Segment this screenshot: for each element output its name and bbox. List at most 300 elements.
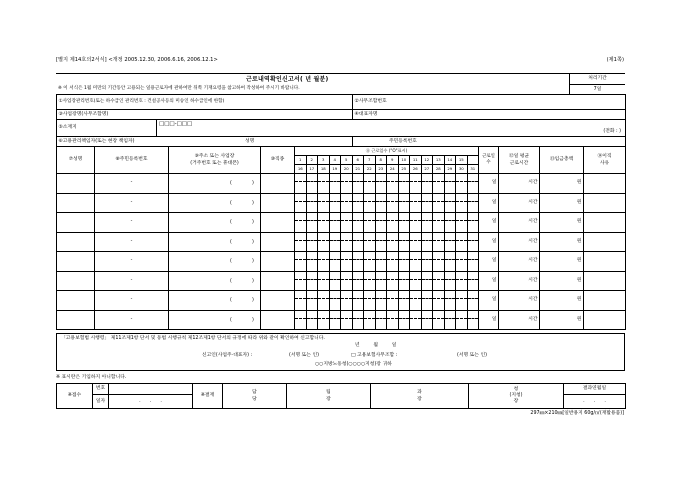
worker-day-cell[interactable] — [467, 193, 479, 213]
worker-reason[interactable] — [584, 213, 626, 233]
worker-name-cell[interactable] — [57, 310, 95, 330]
day-dotted-line — [387, 259, 398, 260]
day-header-row2: 18 — [318, 165, 330, 174]
worker-day-cell[interactable] — [295, 193, 307, 213]
worker-day-cell[interactable] — [398, 310, 410, 330]
receipt-date-value[interactable]: . . . — [109, 395, 193, 409]
declaration-block — [56, 333, 625, 371]
day-header-row2: 20 — [341, 165, 353, 174]
approval-staff[interactable] — [223, 384, 287, 409]
worker-address-cell[interactable] — [169, 271, 261, 291]
day-dotted-line — [341, 279, 352, 280]
day-dotted-line — [433, 259, 444, 260]
worker-day-cell[interactable] — [329, 310, 341, 330]
worker-day-cell[interactable] — [433, 232, 445, 252]
worker-day-cell[interactable] — [329, 271, 341, 291]
worker-days-total[interactable]: 일 — [479, 174, 499, 194]
day-header-row2: 22 — [364, 165, 376, 174]
day-dotted-line — [399, 220, 410, 221]
day-dotted-line — [307, 279, 318, 280]
worker-address-cell[interactable] — [169, 232, 261, 252]
worker-day-cell[interactable] — [375, 252, 387, 272]
day-dotted-line — [433, 220, 444, 221]
worker-job-cell[interactable] — [261, 271, 295, 291]
worker-reg-cell[interactable]: - — [95, 271, 169, 291]
worker-job-cell[interactable] — [261, 310, 295, 330]
day-dotted-line — [456, 201, 467, 202]
worker-day-cell[interactable] — [341, 271, 353, 291]
worker-reg-cell[interactable]: - — [95, 193, 169, 213]
worker-day-cell[interactable] — [364, 193, 376, 213]
worker-days-total[interactable]: 일 — [479, 213, 499, 233]
agent-label[interactable]: □ 고용보험사무조합 : — [351, 353, 398, 358]
worker-day-cell[interactable] — [295, 291, 307, 311]
day-dotted-line — [353, 220, 364, 221]
receipt-label: ※접수 — [57, 384, 93, 409]
worker-day-cell[interactable] — [306, 291, 318, 311]
day-dotted-line — [445, 279, 456, 280]
worker-day-cell[interactable] — [387, 232, 399, 252]
worker-day-cell[interactable] — [410, 252, 422, 272]
worker-row — [57, 193, 626, 213]
result-date-label: 결과연월일 — [564, 384, 626, 395]
worker-day-cell[interactable] — [398, 174, 410, 194]
phone-close-paren: ) — [252, 181, 254, 186]
day-dotted-line — [318, 201, 329, 202]
worker-hours[interactable]: 시간 — [499, 271, 540, 291]
worker-address-cell[interactable] — [169, 193, 261, 213]
worker-day-cell[interactable] — [375, 193, 387, 213]
worker-hours[interactable]: 시간 — [499, 310, 540, 330]
worker-day-cell[interactable] — [456, 174, 468, 194]
worker-day-cell[interactable] — [329, 193, 341, 213]
biz-no-cell[interactable] — [57, 95, 353, 110]
worker-hours[interactable]: 시간 — [499, 232, 540, 252]
day-dotted-line — [353, 259, 364, 260]
worker-day-cell[interactable] — [295, 174, 307, 194]
worker-day-cell[interactable] — [467, 271, 479, 291]
worker-job-cell[interactable] — [261, 193, 295, 213]
day-dotted-line — [445, 318, 456, 319]
worker-day-cell[interactable] — [387, 174, 399, 194]
worker-day-cell[interactable] — [444, 193, 456, 213]
worker-name-cell[interactable] — [57, 252, 95, 272]
worker-name-cell[interactable] — [57, 271, 95, 291]
day-header-row2: 24 — [387, 165, 399, 174]
worker-day-cell[interactable] — [467, 232, 479, 252]
worker-day-cell[interactable] — [421, 291, 433, 311]
worker-day-cell[interactable] — [456, 193, 468, 213]
worker-address-cell[interactable] — [169, 213, 261, 233]
worker-day-cell[interactable] — [306, 213, 318, 233]
agent-sign[interactable]: (서명 또는 인) — [457, 353, 487, 358]
worker-day-cell[interactable] — [421, 232, 433, 252]
worker-reason[interactable] — [584, 310, 626, 330]
worker-day-cell[interactable] — [444, 310, 456, 330]
processing-period — [569, 74, 625, 95]
day-dotted-line — [307, 220, 318, 221]
phone-close-paren: ) — [252, 239, 254, 245]
worker-job-cell[interactable] — [261, 291, 295, 311]
worker-day-cell[interactable] — [410, 310, 422, 330]
worker-day-cell[interactable] — [306, 252, 318, 272]
day-dotted-line — [468, 220, 479, 221]
phone-open-paren: ( — [230, 259, 232, 264]
day-dotted-line — [410, 181, 421, 182]
manager-name-label: 성명 — [245, 138, 255, 144]
approval-office-head[interactable] — [469, 384, 564, 409]
day-header-row2: 17 — [306, 165, 318, 174]
day-dotted-line — [399, 181, 410, 182]
worker-day-cell[interactable] — [398, 232, 410, 252]
worker-day-cell[interactable] — [410, 271, 422, 291]
day-dotted-line — [410, 298, 421, 299]
worker-reason[interactable] — [584, 252, 626, 272]
worker-day-cell[interactable] — [410, 193, 422, 213]
worker-hours[interactable]: 시간 — [499, 193, 540, 213]
day-dotted-line — [468, 201, 479, 202]
worker-day-cell[interactable] — [375, 271, 387, 291]
worker-address-cell[interactable] — [169, 252, 261, 272]
worker-day-cell[interactable] — [456, 252, 468, 272]
worker-day-cell[interactable] — [295, 213, 307, 233]
worker-wage[interactable]: 원 — [540, 232, 584, 252]
worker-wage[interactable]: 원 — [540, 271, 584, 291]
day-dotted-line — [364, 201, 375, 202]
worker-day-cell[interactable] — [410, 213, 422, 233]
worker-day-cell[interactable] — [341, 193, 353, 213]
worker-day-cell[interactable] — [387, 291, 399, 311]
worker-name-cell[interactable] — [57, 213, 95, 233]
worker-day-cell[interactable] — [364, 271, 376, 291]
worker-reg-cell[interactable]: - — [95, 252, 169, 272]
worker-day-cell[interactable] — [341, 291, 353, 311]
day-dotted-line — [318, 240, 329, 241]
day-dotted-line — [422, 259, 433, 260]
worker-day-cell[interactable] — [421, 174, 433, 194]
worker-day-cell[interactable] — [456, 310, 468, 330]
worker-day-cell[interactable] — [398, 193, 410, 213]
worker-reason[interactable] — [584, 232, 626, 252]
worker-day-cell[interactable] — [352, 271, 364, 291]
worker-day-cell[interactable] — [329, 232, 341, 252]
worker-hours[interactable]: 시간 — [499, 291, 540, 311]
worker-day-cell[interactable] — [318, 252, 330, 272]
worker-day-cell[interactable] — [421, 271, 433, 291]
worker-day-cell[interactable] — [375, 291, 387, 311]
worker-row — [57, 174, 626, 194]
form-title: 근로내역확인신고서( 년 월분) — [246, 76, 329, 83]
worker-day-cell[interactable] — [387, 193, 399, 213]
day-dotted-line — [399, 259, 410, 260]
worker-name-cell[interactable] — [57, 193, 95, 213]
manager-reg-cell[interactable] — [353, 137, 626, 147]
worker-day-cell[interactable] — [398, 271, 410, 291]
worker-day-cell[interactable] — [467, 213, 479, 233]
worker-day-cell[interactable] — [318, 310, 330, 330]
day-header-row1: 5 — [341, 156, 353, 165]
day-dotted-line — [341, 201, 352, 202]
worker-day-cell[interactable] — [467, 252, 479, 272]
day-dotted-line — [376, 318, 387, 319]
day-dotted-line — [330, 318, 341, 319]
worker-job-cell[interactable] — [261, 174, 295, 194]
worker-day-cell[interactable] — [306, 193, 318, 213]
manager-cell[interactable] — [57, 137, 353, 147]
worker-day-cell[interactable] — [444, 174, 456, 194]
form-notice: ※ 이 서식은 1월 미만의 기간동안 고용되는 일용근로자에 관하여만 뒤쪽 기재요령을 참고하여 작성하여 주시기 바랍니다. — [58, 86, 300, 91]
worker-days-total[interactable]: 일 — [479, 232, 499, 252]
day-header-row1: 8 — [375, 156, 387, 165]
day-dotted-line — [295, 220, 306, 221]
worker-day-cell[interactable] — [444, 232, 456, 252]
worker-day-cell[interactable] — [318, 193, 330, 213]
day-dotted-line — [445, 259, 456, 260]
worker-day-cell[interactable] — [398, 291, 410, 311]
worker-day-cell[interactable] — [364, 174, 376, 194]
worker-reason[interactable] — [584, 271, 626, 291]
day-dotted-line — [307, 201, 318, 202]
day-dotted-line — [399, 318, 410, 319]
worker-wage[interactable]: 원 — [540, 174, 584, 194]
day-dotted-line — [410, 201, 421, 202]
biz-name-cell[interactable] — [57, 110, 353, 120]
approval-label: ※결재 — [193, 384, 223, 409]
worker-day-cell[interactable] — [352, 213, 364, 233]
address-label: ⑤소재지 — [58, 125, 77, 131]
worker-day-cell[interactable] — [456, 291, 468, 311]
worker-day-cell[interactable] — [341, 232, 353, 252]
worker-day-cell[interactable] — [456, 213, 468, 233]
worker-day-cell[interactable] — [306, 174, 318, 194]
worker-day-cell[interactable] — [306, 310, 318, 330]
worker-day-cell[interactable] — [306, 271, 318, 291]
worker-day-cell[interactable] — [375, 310, 387, 330]
worker-day-cell[interactable] — [364, 310, 376, 330]
day-dotted-line — [410, 220, 421, 221]
day-dotted-line — [468, 318, 479, 319]
worker-day-cell[interactable] — [387, 252, 399, 272]
worker-day-cell[interactable] — [387, 213, 399, 233]
worker-reg-cell[interactable]: - — [95, 213, 169, 233]
worker-day-cell[interactable] — [295, 232, 307, 252]
worker-reg-cell[interactable]: - — [95, 232, 169, 252]
day-dotted-line — [456, 298, 467, 299]
day-dotted-line — [433, 240, 444, 241]
address-label-cell — [57, 120, 157, 137]
worker-day-cell[interactable] — [444, 252, 456, 272]
day-dotted-line — [376, 279, 387, 280]
worker-day-cell[interactable] — [364, 291, 376, 311]
worker-day-cell[interactable] — [433, 174, 445, 194]
worker-name-cell[interactable] — [57, 232, 95, 252]
rep-name-label: ④대표자명 — [354, 111, 378, 117]
worker-address-cell[interactable] — [169, 291, 261, 311]
day-dotted-line — [422, 240, 433, 241]
worker-day-cell[interactable] — [295, 271, 307, 291]
postal-code-boxes[interactable]: □□□-□□□ — [159, 121, 193, 127]
worker-reason[interactable] — [584, 193, 626, 213]
receipt-number-value[interactable] — [109, 384, 193, 395]
worker-day-cell[interactable] — [375, 213, 387, 233]
worker-day-cell[interactable] — [421, 310, 433, 330]
rep-name-cell[interactable] — [353, 110, 626, 120]
worker-day-cell[interactable] — [421, 213, 433, 233]
worker-day-cell[interactable] — [444, 213, 456, 233]
worker-day-cell[interactable] — [398, 252, 410, 272]
day-dotted-line — [376, 220, 387, 221]
worker-day-cell[interactable] — [433, 213, 445, 233]
worker-wage[interactable]: 원 — [540, 291, 584, 311]
day-dotted-line — [445, 240, 456, 241]
worker-day-cell[interactable] — [318, 232, 330, 252]
day-header-row2: 19 — [329, 165, 341, 174]
day-dotted-line — [468, 298, 479, 299]
worker-wage[interactable]: 원 — [540, 213, 584, 233]
worker-day-cell[interactable] — [433, 193, 445, 213]
worker-job-cell[interactable] — [261, 213, 295, 233]
worker-address-cell[interactable] — [169, 174, 261, 194]
worker-day-cell[interactable] — [341, 310, 353, 330]
worker-day-cell[interactable] — [444, 291, 456, 311]
worker-day-cell[interactable] — [295, 310, 307, 330]
worker-day-cell[interactable] — [329, 213, 341, 233]
worker-days-total[interactable]: 일 — [479, 291, 499, 311]
worker-job-cell[interactable] — [261, 252, 295, 272]
worker-name-cell[interactable] — [57, 291, 95, 311]
phone-close-paren: ) — [252, 200, 254, 206]
worker-day-cell[interactable] — [341, 252, 353, 272]
worker-day-cell[interactable] — [364, 232, 376, 252]
worker-day-cell[interactable] — [306, 232, 318, 252]
worker-day-cell[interactable] — [352, 174, 364, 194]
association-no-cell[interactable] — [353, 95, 626, 110]
col-hours-line1: ⑫일 평균 — [508, 153, 530, 159]
worker-day-cell[interactable] — [352, 310, 364, 330]
worker-hours[interactable]: 시간 — [499, 174, 540, 194]
worker-day-cell[interactable] — [398, 213, 410, 233]
worker-wage[interactable]: 원 — [540, 310, 584, 330]
worker-day-cell[interactable] — [387, 271, 399, 291]
worker-day-cell[interactable] — [341, 174, 353, 194]
worker-wage[interactable]: 원 — [540, 252, 584, 272]
footer-note: ※ 표시란은 기입하지 아니합니다. — [56, 375, 127, 380]
worker-day-cell[interactable] — [375, 232, 387, 252]
worker-job-cell[interactable] — [261, 232, 295, 252]
worker-day-cell[interactable] — [444, 271, 456, 291]
approval-team-lead[interactable] — [287, 384, 371, 409]
day-dotted-line — [341, 259, 352, 260]
worker-day-cell[interactable] — [375, 174, 387, 194]
worker-day-cell[interactable] — [410, 174, 422, 194]
worker-day-cell[interactable] — [329, 291, 341, 311]
worker-day-cell[interactable] — [329, 252, 341, 272]
worker-day-cell[interactable] — [352, 291, 364, 311]
worker-day-cell[interactable] — [456, 271, 468, 291]
worker-reason[interactable] — [584, 291, 626, 311]
day-dotted-line — [364, 220, 375, 221]
worker-day-cell[interactable] — [295, 252, 307, 272]
day-dotted-line — [318, 318, 329, 319]
worker-days-total[interactable]: 일 — [479, 271, 499, 291]
worker-day-cell[interactable] — [410, 291, 422, 311]
day-dotted-line — [364, 240, 375, 241]
worker-day-cell[interactable] — [433, 271, 445, 291]
worker-day-cell[interactable] — [318, 271, 330, 291]
worker-reason[interactable] — [584, 174, 626, 194]
day-dotted-line — [468, 279, 479, 280]
worker-name-cell[interactable] — [57, 174, 95, 194]
worker-day-cell[interactable] — [318, 174, 330, 194]
worker-day-cell[interactable] — [318, 213, 330, 233]
day-header-row2: 31 — [467, 165, 479, 174]
worker-day-cell[interactable] — [467, 291, 479, 311]
day-dotted-line — [456, 279, 467, 280]
phone-close-paren: ) — [252, 278, 254, 284]
worker-reg-cell[interactable]: - — [95, 174, 169, 194]
worker-day-cell[interactable] — [387, 310, 399, 330]
worker-days-total[interactable]: 일 — [479, 193, 499, 213]
worker-day-cell[interactable] — [364, 252, 376, 272]
worker-day-cell[interactable] — [329, 174, 341, 194]
worker-day-cell[interactable] — [456, 232, 468, 252]
recipient-line: ○○지방노동청(○○○○지청)장 귀하 — [315, 362, 392, 367]
worker-day-cell[interactable] — [352, 252, 364, 272]
worker-address-cell[interactable] — [169, 310, 261, 330]
worker-hours[interactable]: 시간 — [499, 252, 540, 272]
phone-open-paren: ( — [230, 181, 232, 186]
worker-reg-cell[interactable]: - — [95, 310, 169, 330]
day-dotted-line — [330, 298, 341, 299]
worker-day-cell[interactable] — [352, 232, 364, 252]
worker-days-total[interactable]: 일 — [479, 310, 499, 330]
manager-reg-label: 주민등록번호 — [389, 138, 417, 144]
day-header-row1: 10 — [398, 156, 410, 165]
worker-day-cell[interactable] — [421, 252, 433, 272]
worker-day-cell[interactable] — [421, 193, 433, 213]
address-cell[interactable] — [157, 120, 626, 137]
day-dotted-line — [295, 318, 306, 319]
day-dotted-line — [318, 259, 329, 260]
result-date-value[interactable]: . . . — [564, 395, 626, 409]
day-dotted-line — [295, 298, 306, 299]
day-dotted-line — [387, 240, 398, 241]
worker-day-cell[interactable] — [318, 291, 330, 311]
worker-day-cell[interactable] — [433, 310, 445, 330]
reporter-sign[interactable]: (서명 또는 인) — [289, 353, 319, 358]
worker-day-cell[interactable] — [433, 291, 445, 311]
worker-day-cell[interactable] — [341, 213, 353, 233]
day-header-row1: 4 — [329, 156, 341, 165]
worker-day-cell[interactable] — [364, 213, 376, 233]
worker-day-cell[interactable] — [352, 193, 364, 213]
worker-day-cell[interactable] — [410, 232, 422, 252]
day-dotted-line — [341, 181, 352, 182]
approval-section-chief[interactable] — [371, 384, 469, 409]
day-dotted-line — [295, 279, 306, 280]
worker-day-cell[interactable] — [467, 310, 479, 330]
day-dotted-line — [364, 318, 375, 319]
worker-day-cell[interactable] — [467, 174, 479, 194]
worker-hours[interactable]: 시간 — [499, 213, 540, 233]
day-dotted-line — [307, 259, 318, 260]
worker-day-cell[interactable] — [433, 252, 445, 272]
worker-wage[interactable]: 원 — [540, 193, 584, 213]
worker-days-total[interactable]: 일 — [479, 252, 499, 272]
day-dotted-line — [445, 220, 456, 221]
day-dotted-line — [376, 298, 387, 299]
worker-reg-cell[interactable]: - — [95, 291, 169, 311]
